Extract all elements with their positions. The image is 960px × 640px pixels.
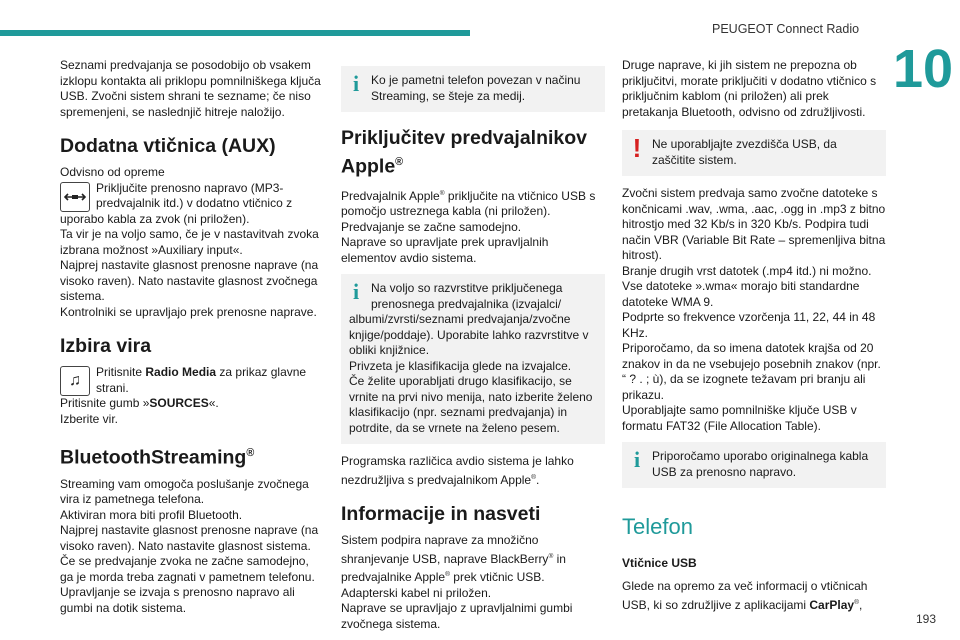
info-paragraph-3: Naprave se upravljajo z upravljalnimi gumbi zvočnega sistema.	[341, 601, 573, 631]
source-select: Izberite vir.	[60, 411, 119, 426]
usb-sockets-paragraph: Glede na opremo za več informacij o vtičnicah USB, ki so združljive z aplikacijami CarPlay®,	[622, 579, 868, 612]
bt-paragraph-1: Streaming vam omogoča poslušanje zvočnega vira iz pametnega telefona.	[60, 476, 309, 506]
aux-availability: Odvisno od opreme	[60, 165, 165, 179]
bluetooth-heading: BluetoothStreaming®	[60, 446, 255, 469]
music-note-icon: ♫	[60, 366, 90, 396]
source-instruction-text: Pritisnite Radio Media za prikaz glavne strani.	[96, 365, 307, 395]
classification-note-first: Na voljo so razvrstitve priključenega prenosnega predvajalnika (izvajalci/	[371, 281, 563, 311]
intro-paragraph: Seznami predvajanja se posodobijo ob vsakem izklopu kontakta ali priklopu pomnilniškega ključa USB. Zvočni sistem shrani te sezname; če niso spremenjeni, se naslednjič hitreje naložijo.	[60, 58, 321, 119]
aux-control-note: Kontrolniki se upravljajo prek prenosne naprave.	[60, 304, 317, 319]
streaming-note-text: Ko je pametni telefon povezan v načinu Streaming, se šteje za medij.	[371, 73, 581, 103]
usb-hub-warning	[622, 130, 886, 176]
sampling-paragraph: Podprte so frekvence vzorčenja 11, 22, 44 in 48 KHz.	[622, 310, 876, 340]
wma-paragraph: Vse datoteke ».wma« morajo biti standardne datoteke WMA 9.	[622, 279, 860, 309]
header-title: PEUGEOT Connect Radio	[712, 22, 860, 36]
header-accent-bar	[0, 30, 470, 36]
cable-note-text: Priporočamo uporabo originalnega kabla USB za prenosno napravo.	[652, 449, 869, 479]
column-middle	[341, 58, 605, 632]
bt-paragraph-2: Aktiviran mora biti profil Bluetooth.	[60, 507, 243, 522]
info-heading: Informacije in nasveti	[341, 503, 541, 525]
aux-setting-note: Ta vir je na voljo samo, če je v nastavitvah zvoka izbrana možnost »Auxiliary input«.	[60, 227, 319, 257]
bt-paragraph-4: Če se predvajanje zvoka ne začne samodejno, ga je morda treba zagnati v pametnem telefonu.	[60, 554, 315, 584]
aux-heading: Dodatna vtičnica (AUX)	[60, 135, 276, 157]
warning-icon: !	[632, 133, 642, 163]
info-icon: i	[352, 71, 360, 96]
page-number: 193	[915, 612, 936, 626]
bt-paragraph-5: Upravljanje se izvaja s prenosno napravo ali gumbi na dotik sistema.	[60, 585, 295, 615]
classification-change: Če želite uporabljati drugo klasifikacijo, se vrnite na prvi nivo menija, nato izberite želeno klasifikacijo (npr. seznami predvajanja) in potrdite, da se vrnete na želeno pesem.	[349, 374, 593, 435]
aux-cable-note: uporabo kabla za zvok (ni priložen).	[60, 211, 250, 226]
chapter-number: 10	[893, 39, 954, 99]
apple-compat-note: Programska različica avdio sistema je lahko nezdružljiva s predvajalnikom Apple®.	[341, 454, 574, 487]
other-devices-paragraph: Druge naprave, ki jih sistem ne prepozna ob priključitvi, morate priključiti v dodatno vtičnico s priključnim kablom (ni priložen) ali prek pretakanja Bluetooth, odvisno od združljivosti.	[622, 58, 877, 119]
apple-paragraph-3: Naprave so upravljate prek upravljalnih elementov avdio sistema.	[341, 235, 549, 265]
source-press-button: Pritisnite gumb »SOURCES«.	[60, 396, 219, 410]
bt-paragraph-3: Najprej nastavite glasnost prenosne naprave (na visoko raven). Nato nastavite glasnost sistema.	[60, 523, 319, 553]
source-instruction-row	[60, 365, 324, 396]
classification-note	[341, 274, 605, 444]
info-icon: i	[352, 279, 360, 304]
classification-default: Privzeta je klasifikacija glede na izvajalce.	[349, 358, 572, 373]
info-paragraph-1: Sistem podpira naprave za množično shranjevanje USB, naprave BlackBerry® in predvajalnike Apple® prek vtičnic USB.	[341, 533, 566, 584]
aux-instruction-text: Priključite prenosno napravo (MP3-predvajalnik itd.) v dodatno vtičnico z	[96, 180, 293, 210]
source-heading: Izbira vira	[60, 335, 152, 357]
other-files-paragraph: Branje drugih vrst datotek (.mp4 itd.) ni možno.	[622, 263, 872, 278]
classification-note-rest: albumi/zvrsti/seznami predvajanja/zvočne knjige/poddaje). Uporabite lahko razvrstitve v obliki knjižnice.	[349, 312, 589, 357]
aux-volume-note: Najprej nastavite glasnost prenosne naprave (na visoko raven). Nato nastavite glasnost zvočnega sistema.	[60, 258, 319, 303]
aux-instruction-row	[60, 181, 324, 212]
usb-sockets-heading: Vtičnice USB	[622, 556, 697, 570]
apple-paragraph-1: Predvajalnik Apple® priključite na vtičnico USB s pomočjo ustreznega kabla (ni priložen).	[341, 188, 596, 218]
column-left	[60, 58, 324, 616]
info-icon: i	[633, 447, 641, 472]
fat32-paragraph: Uporabljajte samo pomnilniške ključe USB v formatu FAT32 (File Allocation Table).	[622, 403, 857, 433]
cable-note	[622, 442, 886, 488]
aux-cable-icon	[60, 182, 90, 212]
formats-paragraph: Zvočni sistem predvaja samo zvočne datoteke s končnicami .wav, .wma, .aac, .ogg in .mp3 z bitno hitrostjo med 32 Kb/s in 320 Kb/s. Podpira tudi način VBR (Variable Bit Rate – spremenljiva bitna hitrost).	[622, 186, 886, 262]
usb-hub-warning-text: Ne uporabljajte zvezdišča USB, da zaščitite sistem.	[652, 137, 837, 167]
phone-heading: Telefon	[622, 514, 693, 539]
apple-paragraph-2: Predvajanje se začne samodejno.	[341, 219, 522, 234]
info-paragraph-2: Adapterski kabel ni priložen.	[341, 585, 492, 600]
apple-heading: Priključitev predvajalnikov Apple®	[341, 127, 588, 178]
filenames-paragraph: Priporočamo, da so imena datotek krajša od 20 znakov in da ne vsebujejo posebnih znakov (npr. “ ? . ; ù), da se izognete težavam pri branju ali prikazu.	[622, 341, 881, 402]
column-right	[622, 58, 886, 613]
streaming-note	[341, 66, 605, 112]
